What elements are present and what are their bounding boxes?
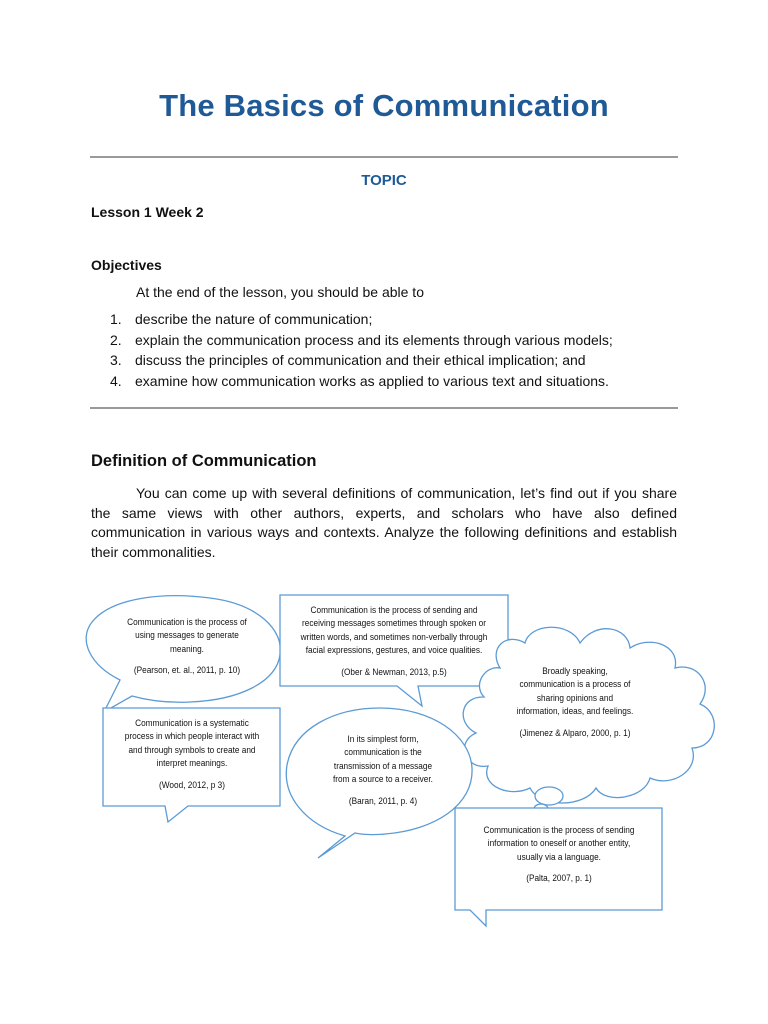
- topic-heading: TOPIC: [361, 172, 407, 189]
- objectives-intro: At the end of the lesson, you should be able to: [136, 284, 424, 300]
- definition-wood: [121, 717, 262, 792]
- definition-citation: (Wood, 2012, p 3): [159, 779, 225, 791]
- page-title: The Basics of Communication: [159, 88, 609, 123]
- cloud-tail-dot: [535, 787, 563, 805]
- definition-text: Broadly speaking, communication is a process of sharing opinions and information, ideas, and feelings.: [516, 666, 634, 718]
- objective-text: describe the nature of communication;: [135, 311, 373, 327]
- objective-number: 3.: [110, 352, 122, 368]
- definition-text: In its simplest form, communication is the transmission of a message from a source to a receiver.: [333, 734, 433, 786]
- objective-text: explain the communication process and its elements through various models;: [135, 331, 613, 348]
- definition-jimenez-alparo: [515, 665, 635, 740]
- lesson-label: Lesson 1 Week 2: [91, 204, 204, 220]
- definition-text: Communication is the process of sending information to oneself or another entity, usually via a language.: [483, 825, 635, 863]
- definition-text: Communication is the process of sending and receiving messages sometimes through spoken or written words, and sometimes non-verbally through facial expressions, gestures, and voice qualities.: [300, 605, 488, 657]
- definition-citation: (Ober & Newman, 2013, p.5): [341, 666, 447, 678]
- objective-text: examine how communication works as applied to various text and situations.: [135, 372, 609, 389]
- definition-baran: [326, 733, 440, 808]
- definition-text: Communication is the process of using messages to generate meaning.: [127, 617, 247, 655]
- definition-citation: (Baran, 2011, p. 4): [348, 795, 418, 807]
- objective-text: discuss the principles of communication and their ethical implication; and: [135, 352, 586, 368]
- definition-citation: (Palta, 2007, p. 1): [526, 873, 592, 885]
- objective-number: 2.: [110, 331, 122, 348]
- definition-paragraph: You can come up with several definitions of communication, let’s find out if you share the same views with other authors, experts, and scholars who have also defined communication in various ways and contexts. Analyze the following definitions and establish their commonalities.: [91, 485, 677, 560]
- definition-citation: (Jimenez & Alparo, 2000, p. 1): [519, 727, 631, 739]
- definition-ober-newman: [299, 604, 488, 679]
- definition-citation: (Pearson, et. al., 2011, p. 10): [133, 665, 241, 677]
- objective-number: 1.: [110, 311, 122, 327]
- objective-number: 4.: [110, 372, 122, 389]
- definition-palta: [476, 824, 643, 886]
- definition-text: Communication is a systematic process in which people interact with and through symbols to create and interpret meanings.: [124, 718, 260, 770]
- definition-pearson: [123, 616, 252, 678]
- definition-heading: Definition of Communication: [91, 452, 317, 470]
- objectives-heading: Objectives: [91, 257, 162, 273]
